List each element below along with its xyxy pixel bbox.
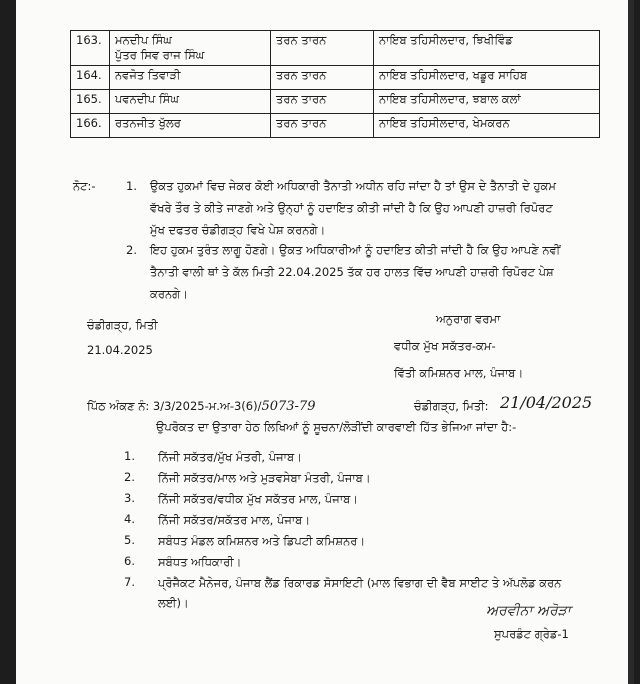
- handwritten-signature: ਅਰਵੀਨਾ ਅਰੋੜਾ: [486, 603, 571, 619]
- issue-place: ਚੰਡੀਗੜ੍ਹ, ਮਿਤੀ: [87, 318, 158, 332]
- district: ਤਰਨ ਤਾਰਨ: [271, 31, 374, 66]
- note-number: 1.: [126, 179, 137, 193]
- document-page: [16, 0, 634, 684]
- list-item: ਸਬੰਧਤ ਅਧਿਕਾਰੀ।: [158, 555, 242, 569]
- note-1: ਉਕਤ ਹੁਕਮਾਂ ਵਿਚ ਜੇਕਰ ਕੋਈ ਅਧਿਕਾਰੀ ਤੈਨਾਤੀ ਅਧੀਨ ਰਹਿ ਜਾਂਦਾ ਹੈ ਤਾਂ ਉਸ ਦੇ ਤੈਨਾਤੀ ਦੇ ਹੁਕਮ ਵੱਖਰੇ ਤੌਰ ਤੇ ਕੀਤੇ ਜਾਣਗੇ ਅਤੇ ਉਨ੍ਹਾਂ ਨੂੰ ਹਦਾਇਤ ਕੀਤੀ ਜਾਂਦੀ ਹੈ ਕਿ ਉਹ ਆਪਣੀ ਹਾਜ਼ਰੀ ਰਿਪੋਰਟ ਮੁੱਖ ਦਫਤਰ ਚੰਡੀਗੜ੍ਹ ਵਿਖੇ ਪੇਸ਼ ਕਰਨਗੇ।: [150, 179, 556, 237]
- district: ਤਰਨ ਤਾਰਨ: [271, 114, 374, 138]
- handwritten-date: 21/04/2025: [500, 393, 593, 412]
- table-row: [71, 66, 600, 90]
- posting: ਨਾਇਬ ਤਹਿਸੀਲਦਾਰ, ਝਬਾਲ ਕਲਾਂ: [374, 90, 600, 114]
- list-number: 5.: [124, 533, 135, 547]
- row-number: 164.: [71, 66, 110, 90]
- district: ਤਰਨ ਤਾਰਨ: [271, 66, 374, 90]
- table-row: [71, 31, 600, 66]
- endorsement-ref: ਪਿੱਠ ਅੰਕਣ ਨੰ: 3/3/2025-ਮ.ਅ-3(6)/5073-79: [87, 399, 316, 414]
- posting: ਨਾਇਬ ਤਹਿਸੀਲਦਾਰ, ਝਿਖੀਵਿੰਡ: [374, 31, 600, 66]
- row-number: 166.: [71, 114, 110, 138]
- handwritten-ref: 5073-79: [261, 399, 316, 414]
- list-number: 4.: [124, 512, 135, 526]
- district: ਤਰਨ ਤਾਰਨ: [271, 90, 374, 114]
- table-row: [71, 90, 600, 114]
- posting: ਨਾਇਬ ਤਹਿਸੀਲਦਾਰ, ਖਡੂਰ ਸਾਹਿਬ: [374, 66, 600, 90]
- list-number: 3.: [124, 491, 135, 505]
- officer-title: ਵਧੀਕ ਮੁੱਖ ਸਕੱਤਰ-ਕਮ-: [394, 339, 496, 353]
- officer-name: ਨਵਜੋਤ ਤਿਵਾੜੀ: [110, 66, 271, 90]
- officer-name: ਮਨਦੀਪ ਸਿੰਘ ਪੁੱਤਰ ਸਿਵ ਰਾਜ ਸਿੰਘ: [110, 31, 271, 66]
- list-number: 7.: [124, 575, 135, 589]
- issue-date: 21.04.2025: [87, 343, 153, 357]
- list-item: ਨਿੱਜੀ ਸਕੱਤਰ/ਵਧੀਕ ਮੁੱਖ ਸਕੱਤਰ ਮਾਲ, ਪੰਜਾਬ।: [158, 492, 359, 506]
- row-number: 163.: [71, 31, 110, 66]
- row-number: 165.: [71, 90, 110, 114]
- note-2: ਇਹ ਹੁਕਮ ਤੁਰੰਤ ਲਾਗੂ ਹੋਣਗੇ। ਉਕਤ ਅਧਿਕਾਰੀਆਂ ਨੂੰ ਹਦਾਇਤ ਕੀਤੀ ਜਾਂਦੀ ਹੈ ਕਿ ਉਹ ਆਪਣੇ ਨਵੀਂ ਤੈਨਾਤੀ ਵਾਲੀ ਥਾਂ ਤੇ ਕੱਲ ਮਿਤੀ 22.04.2025 ਤੱਕ ਹਰ ਹਾਲਤ ਵਿੱਚ ਆਪਣੀ ਹਾਜ਼ਰੀ ਰਿਪੋਰਟ ਪੇਸ਼ ਕਰਨਗੇ।: [150, 243, 561, 301]
- officer-name: ਅਨੁਰਾਗ ਵਰਮਾ: [436, 312, 501, 326]
- endorsement-intro: ਉਪਰੋਕਤ ਦਾ ਉਤਾਰਾ ਹੇਠ ਲਿਖਿਆਂ ਨੂੰ ਸੂਚਨਾ/ਲੋੜੀਂਦੀ ਕਾਰਵਾਈ ਹਿੱਤ ਭੇਜਿਆ ਜਾਂਦਾ ਹੈ:-: [156, 420, 517, 434]
- page-edge-shadow: [628, 0, 634, 684]
- posting: ਨਾਇਬ ਤਹਿਸੀਲਦਾਰ, ਖੇਮਕਰਨ: [374, 114, 600, 138]
- list-number: 2.: [124, 470, 135, 484]
- officer-name: ਰਤਨਜੀਤ ਖੁੱਲਰ: [110, 114, 271, 138]
- list-item: ਪ੍ਰੋਜੈਕਟ ਮੈਨੇਜਰ, ਪੰਜਾਬ ਲੈਂਡ ਰਿਕਾਰਡ ਸੋਸਾਇਟੀ (ਮਾਲ ਵਿਭਾਗ ਦੀ ਵੈਬ ਸਾਈਟ ਤੇ ਅੱਪਲੋਡ ਕਰਨ ਲਈ)।: [158, 576, 562, 610]
- officer-title: ਵਿੱਤੀ ਕਮਿਸ਼ਨਰ ਮਾਲ, ਪੰਜਾਬ।: [394, 366, 524, 380]
- list-number: 6.: [124, 554, 135, 568]
- officer-name: ਪਵਨਦੀਪ ਸਿੰਘ: [110, 90, 271, 114]
- list-item: ਨਿੱਜੀ ਸਕੱਤਰ/ਮੁੱਖ ਮੰਤਰੀ, ਪੰਜਾਬ।: [158, 450, 302, 464]
- list-item: ਨਿੱਜੀ ਸਕੱਤਰ/ਸਕੱਤਰ ਮਾਲ, ਪੰਜਾਬ।: [158, 513, 311, 527]
- list-item: ਸਬੰਧਤ ਮੰਡਲ ਕਮਿਸ਼ਨਰ ਅਤੇ ਡਿਪਟੀ ਕਮਿਸ਼ਨਰ।: [158, 534, 366, 548]
- notes-label: ਨੋਟ:-: [73, 179, 96, 193]
- endorsement-place: ਚੰਡੀਗੜ੍ਹ, ਮਿਤੀ:: [414, 399, 489, 413]
- table-row: [71, 114, 600, 138]
- list-number: 1.: [124, 449, 135, 463]
- note-number: 2.: [126, 243, 137, 257]
- signer-title: ਸੁਪਰਡੰਟ ਗ੍ਰੇਡ-1: [494, 627, 569, 641]
- list-item: ਨਿੱਜੀ ਸਕੱਤਰ/ਮਾਲ ਅਤੇ ਮੁੜਵਸੇਬਾ ਮੰਤਰੀ, ਪੰਜਾਬ।: [158, 471, 371, 485]
- officers-table: [70, 30, 600, 138]
